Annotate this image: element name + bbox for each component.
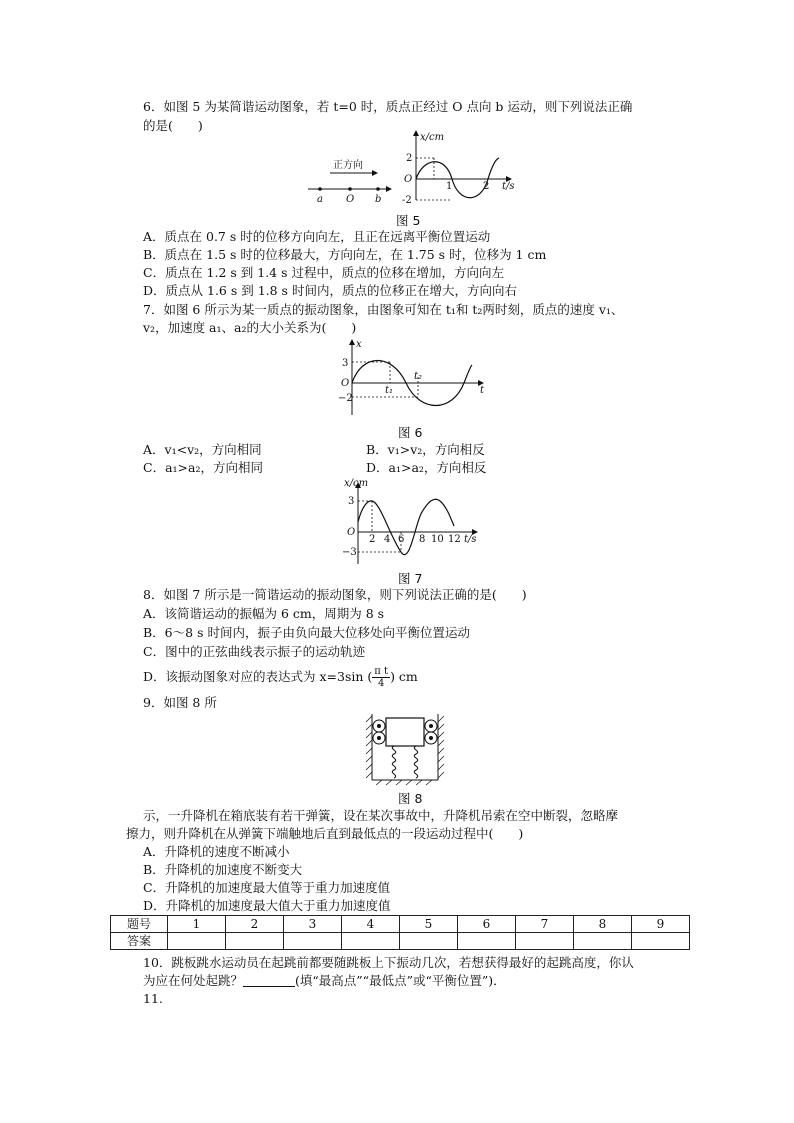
answer-table-answer-label: 答案 [111,933,168,950]
fig6-origin: O [341,378,350,389]
q7-stem-line2: v₂，加速度 a₁、a₂的大小关系为( ) [143,320,357,335]
fig6-axis-x: t [480,385,485,396]
answer-table-answer-row [111,933,690,950]
fig7-xtick-4: 4 [384,534,391,545]
fig7-xtick-2: 2 [369,534,376,545]
q8-stem: 8．如图 7 所示是一简谐运动的振动图象，则下列说法正确的是( ) [143,587,527,602]
fig5-tick-2: 2 [406,153,413,164]
answer-table-header-row [111,916,690,933]
answer-table-number: 7 [516,916,574,933]
q10-hint: (填“最高点”“最低点”或“平衡位置”)． [295,973,506,988]
q9-option-c: C．升降机的加速度最大值等于重力加速度值 [143,880,391,895]
fig7-xtick-8: 8 [419,534,426,545]
fig5-tick-1: 1 [446,181,453,192]
q9-option-d: D．升降机的加速度最大值大于重力加速度值 [143,898,391,913]
fig6-t1: t₁ [385,385,394,396]
answer-table-number: 5 [400,916,458,933]
q7-option-c: C．a₁>a₂，方向相同 [143,460,263,475]
answer-table-number: 3 [284,916,342,933]
fig5-caption: 图 5 [396,213,421,228]
q8-option-d-text: D．该振动图象对应的表达式为 x=3sin ( [143,669,373,684]
q7-option-b: B．v₁>v₂，方向相反 [366,442,485,457]
q10-answer-blank[interactable] [243,974,295,987]
q6-stem-line2: 的是( ) [143,118,203,133]
q10-line2 [143,973,506,989]
fig6-t2: t₂ [414,371,423,382]
answer-cell[interactable] [226,933,284,950]
figure-7 [340,476,490,568]
q10-line1: 10．跳板跳水运动员在起跳前都要随跳板上下振动几次，若想获得最好的起跳高度，你认 [143,955,634,970]
fig7-axis-x: t/s [464,534,477,545]
answer-cell[interactable] [168,933,226,950]
q9-stem-line2: 擦力，则升降机在从弹簧下端触地后直到最低点的一段运动过程中( ) [126,826,524,841]
q11-label: 11. [143,991,163,1006]
fig5-tick-neg2: -2 [402,195,412,206]
answer-table-number: 2 [226,916,284,933]
fig6-tick-neg2: −2 [338,393,353,404]
q9-stem-head: 9．如图 8 所 [143,695,217,710]
answer-cell[interactable] [342,933,400,950]
q7-stem-line1: 7．如图 6 所示为某一质点的振动图象，由图象可知在 t₁和 t₂两时刻，质点的速度 v₁、 [143,302,624,317]
q8-option-b: B．6～8 s 时间内，振子由负向最大位移处向平衡位置运动 [143,625,470,640]
fig7-caption: 图 7 [398,571,423,586]
answer-table-number: 6 [458,916,516,933]
fig5-tick-t2: 2 [483,181,490,192]
fig6-axis-y: x [356,339,362,350]
q7-option-d: D．a₁>a₂，方向相反 [366,460,487,475]
fig5-point-a: a [317,194,323,205]
q9-option-a: A．升降机的速度不断减小 [143,844,290,859]
q8-option-d-fraction: $\frac{\text{π t}}{4}$ [374,666,389,689]
answer-cell[interactable] [400,933,458,950]
q8-option-d [143,666,418,689]
fig6-caption: 图 6 [398,425,423,440]
figure-5 [300,128,530,210]
q7-option-a: A．v₁<v₂，方向相同 [143,442,262,457]
fig7-axis-y: x/cm [344,478,369,489]
q6-stem-line1: 6．如图 5 为某简谐运动图象，若 t=0 时，质点正经过 O 点向 b 运动，则下列说法正确 [143,99,633,114]
fig5-arrow-label: 正方向 [333,160,363,171]
q8-option-c: C．图中的正弦曲线表示振子的运动轨迹 [143,644,366,659]
q6-option-b: B．质点在 1.5 s 时的位移最大，方向向左，在 1.75 s 时，位移为 1 cm [143,247,547,262]
fig5-direction-diagram [308,158,392,205]
answer-table-number: 8 [574,916,632,933]
answer-table-number: 4 [342,916,400,933]
answer-cell[interactable] [516,933,574,950]
fig7-tick-neg3: −3 [342,547,357,558]
answer-table-number: 1 [168,916,226,933]
fig5-axis-x: t/s [502,181,515,192]
fig6-tick-3: 3 [342,358,349,369]
q8-option-d-unit: ) cm [390,669,418,684]
q6-option-c: C．质点在 1.2 s 到 1.4 s 过程中，质点的位移在增加，方向向左 [143,265,504,280]
fig7-tick-3: 3 [348,496,355,507]
fig5-graph [402,130,515,206]
answer-cell[interactable] [284,933,342,950]
figure-8 [364,712,446,786]
answer-table [110,915,690,950]
figure-6 [332,337,492,421]
answer-cell[interactable] [632,933,690,950]
fig7-origin: O [347,527,356,538]
fig5-origin: O [404,174,413,185]
q8-option-a: A．该简谐运动的振幅为 6 cm，周期为 8 s [143,606,385,621]
fig5-axis-y: x/cm [420,132,445,143]
fig7-xtick-12: 12 [448,534,461,545]
q9-option-b: B．升降机的加速度不断变大 [143,862,303,877]
fig8-caption: 图 8 [398,791,423,806]
fig5-point-b: b [375,194,382,205]
fig5-point-o: O [346,194,355,205]
q6-option-d: D．质点从 1.6 s 到 1.8 s 时间内，质点的位移正在增大，方向向右 [143,283,517,298]
fig7-xtick-10: 10 [431,534,444,545]
q9-stem-line1: 示，一升降机在箱底装有若干弹簧，设在某次事故中，升降机吊索在空中断裂，忽略摩 [143,808,619,823]
answer-table-number: 9 [632,916,690,933]
q10-question: 为应在何处起跳？ [143,973,244,988]
fig7-xtick-6: 6 [398,534,405,545]
answer-table-header-label: 题号 [111,916,168,933]
answer-cell[interactable] [458,933,516,950]
q6-option-a: A．质点在 0.7 s 时的位移方向向左，且正在远离平衡位置运动 [143,229,491,244]
answer-cell[interactable] [574,933,632,950]
